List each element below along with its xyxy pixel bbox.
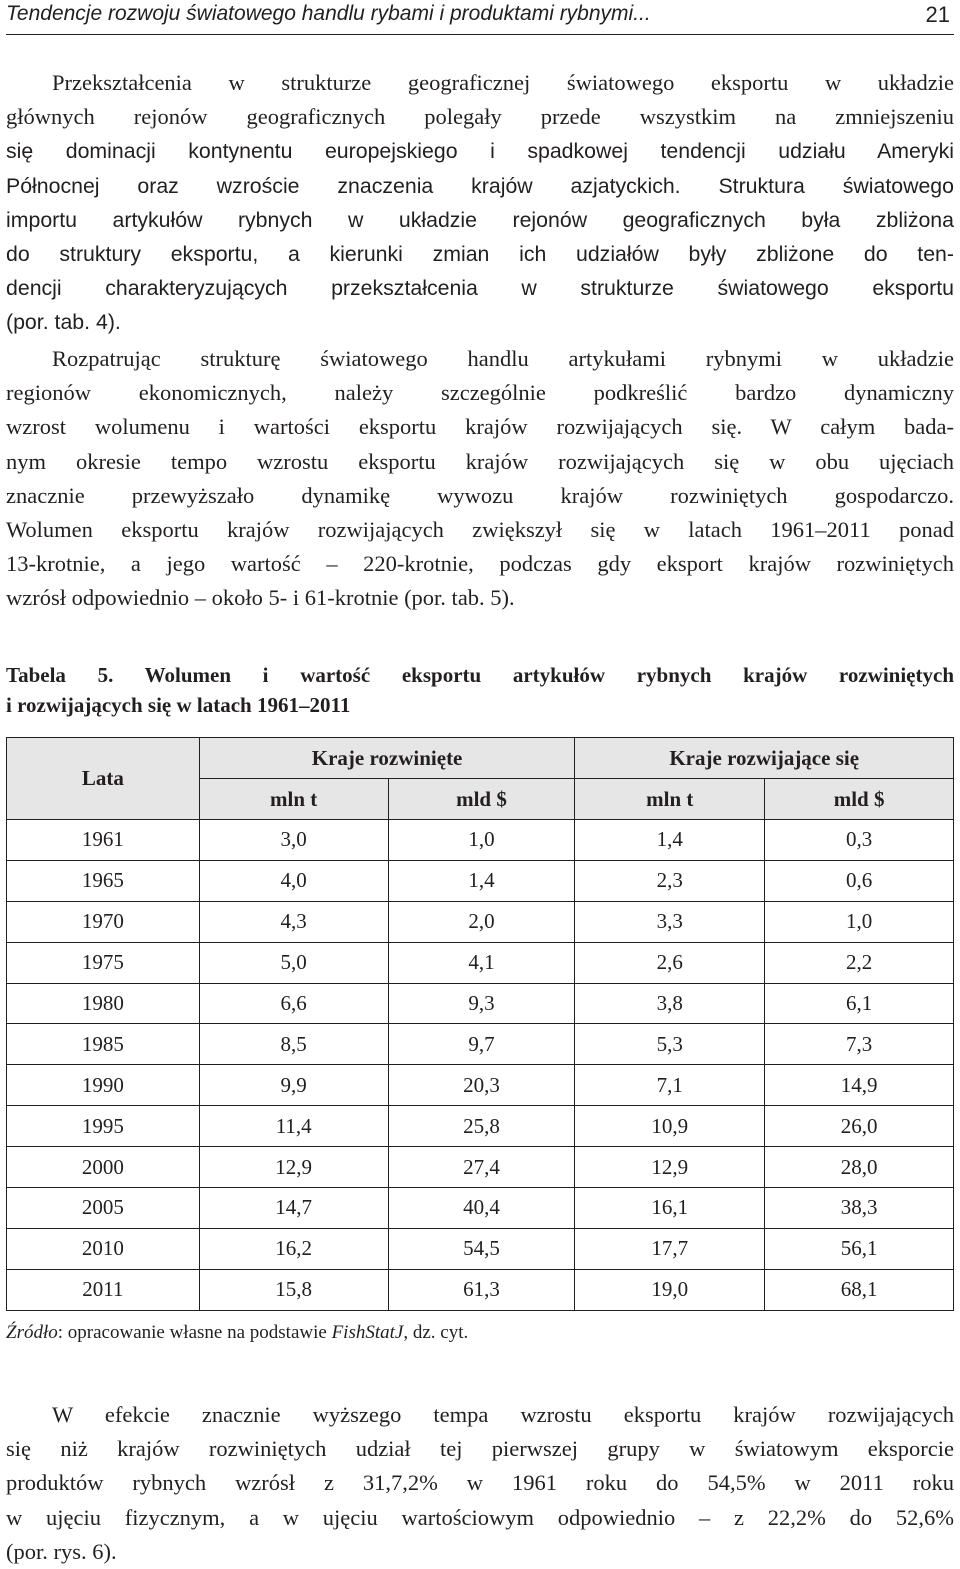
header-developing-volume: mln t: [575, 779, 765, 820]
header-developing: Kraje rozwijające się: [575, 738, 954, 779]
cell-developing-value: 56,1: [765, 1228, 954, 1269]
cell-developing-value: 14,9: [765, 1065, 954, 1106]
table-caption: [6, 660, 954, 720]
table-source: [6, 1322, 468, 1344]
cell-year: 1990: [7, 1065, 200, 1106]
header-developed-value: mld $: [388, 779, 575, 820]
text-line: Północnej oraz wzroście znaczenia krajów azjatyckich. Struktura światowego: [6, 173, 954, 198]
cell-developed-value: 2,0: [388, 901, 575, 942]
text-line: produktów rybnych wzrósł z 31,7,2% w 1961 roku do 54,5% w 2011 roku: [6, 1470, 954, 1496]
cell-developing-volume: 2,3: [575, 860, 765, 901]
cell-year: 1961: [7, 820, 200, 861]
cell-developing-volume: 19,0: [575, 1269, 765, 1310]
cell-year: 1995: [7, 1106, 200, 1147]
cell-developing-volume: 16,1: [575, 1188, 765, 1229]
cell-year: 2010: [7, 1228, 200, 1269]
paragraph-2: [6, 342, 954, 616]
table-row: [7, 1024, 954, 1065]
header-developing-value: mld $: [765, 779, 954, 820]
cell-developed-value: 1,0: [388, 820, 575, 861]
cell-developing-volume: 3,8: [575, 983, 765, 1024]
paragraph-3: [6, 1398, 954, 1569]
caption-line: i rozwijających się w latach 1961–2011: [6, 693, 351, 717]
cell-developed-value: 54,5: [388, 1228, 575, 1269]
text-line: w ujęciu fizycznym, a w ujęciu wartościowym odpowiednio – z 22,2% do 52,6%: [6, 1504, 954, 1530]
cell-developed-value: 9,3: [388, 983, 575, 1024]
table-row: [7, 820, 954, 861]
cell-developing-volume: 17,7: [575, 1228, 765, 1269]
cell-developed-volume: 15,8: [199, 1269, 388, 1310]
cell-developed-volume: 16,2: [199, 1228, 388, 1269]
cell-developing-value: 28,0: [765, 1147, 954, 1188]
text-line: wzrósł odpowiednio – około 5- i 61-krotnie (por. tab. 5).: [6, 585, 515, 611]
cell-developed-volume: 8,5: [199, 1024, 388, 1065]
cell-developed-value: 1,4: [388, 860, 575, 901]
cell-developed-value: 61,3: [388, 1269, 575, 1310]
table-row: [7, 1188, 954, 1229]
table-row: [7, 942, 954, 983]
paragraph-1: [6, 66, 954, 340]
cell-developed-value: 40,4: [388, 1188, 575, 1229]
text-line: 13-krotnie, a jego wartość – 220-krotnie, podczas gdy eksport krajów rozwiniętych: [6, 551, 954, 577]
cell-year: 2005: [7, 1188, 200, 1229]
cell-developed-value: 25,8: [388, 1106, 575, 1147]
table-row: [7, 860, 954, 901]
header-developed: Kraje rozwinięte: [199, 738, 575, 779]
table-row: [7, 1147, 954, 1188]
cell-developing-value: 6,1: [765, 983, 954, 1024]
text-line: głównych rejonów geograficznych polegały przede wszystkim na zmniejszeniu: [6, 104, 954, 130]
source-database: FishStatJ: [331, 1322, 404, 1343]
cell-developing-value: 2,2: [765, 942, 954, 983]
cell-developing-volume: 1,4: [575, 820, 765, 861]
cell-year: 1970: [7, 901, 200, 942]
cell-year: 1985: [7, 1024, 200, 1065]
cell-developing-volume: 2,6: [575, 942, 765, 983]
text-line: się dominacji kontynentu europejskiego i spadkowej tendencji udziału Ameryki: [6, 139, 954, 164]
cell-developed-volume: 4,3: [199, 901, 388, 942]
cell-developing-volume: 10,9: [575, 1106, 765, 1147]
table-body: [7, 820, 954, 1311]
cell-developing-volume: 12,9: [575, 1147, 765, 1188]
text-line: do struktury eksportu, a kierunki zmian ich udziałów były zbliżone do ten-: [6, 242, 954, 267]
cell-developed-volume: 3,0: [199, 820, 388, 861]
cell-developed-volume: 5,0: [199, 942, 388, 983]
source-text: : opracowanie własne na podstawie: [57, 1322, 332, 1343]
cell-developing-value: 38,3: [765, 1188, 954, 1229]
running-title: Tendencje rozwoju światowego handlu rybami i produktami rybnymi...: [6, 2, 651, 25]
cell-developed-value: 27,4: [388, 1147, 575, 1188]
caption-title: Wolumen i wartość eksportu artykułów rybnych krajów rozwiniętych: [144, 663, 954, 687]
text-line: regionów ekonomicznych, należy szczególnie podkreślić bardzo dynamiczny: [6, 380, 954, 406]
cell-developed-volume: 4,0: [199, 860, 388, 901]
table-row: [7, 1065, 954, 1106]
text-line: wzrost wolumenu i wartości eksportu krajów rozwijających się. W całym bada-: [6, 414, 954, 440]
source-label: Źródło: [6, 1322, 58, 1343]
running-header: [6, 0, 954, 35]
cell-developed-volume: 11,4: [199, 1106, 388, 1147]
cell-developing-value: 1,0: [765, 901, 954, 942]
header-developed-volume: mln t: [199, 779, 388, 820]
cell-developed-value: 20,3: [388, 1065, 575, 1106]
cell-year: 1965: [7, 860, 200, 901]
table-row: [7, 1269, 954, 1310]
cell-developed-volume: 9,9: [199, 1065, 388, 1106]
caption-label: Tabela 5.: [6, 663, 114, 687]
cell-developing-value: 26,0: [765, 1106, 954, 1147]
source-suffix: , dz. cyt.: [403, 1322, 469, 1343]
cell-developing-value: 0,6: [765, 860, 954, 901]
text-line: znacznie przewyższało dynamikę wywozu krajów rozwiniętych gospodarczo.: [6, 482, 954, 508]
cell-developed-value: 9,7: [388, 1024, 575, 1065]
text-line: Rozpatrując strukturę światowego handlu artykułami rybnymi w układzie: [52, 346, 954, 371]
table-row: [7, 1228, 954, 1269]
cell-developing-volume: 7,1: [575, 1065, 765, 1106]
caption-line: [6, 660, 954, 690]
cell-developing-value: 0,3: [765, 820, 954, 861]
cell-developed-volume: 14,7: [199, 1188, 388, 1229]
text-line: Wolumen eksportu krajów rozwijających zwiększył się w latach 1961–2011 ponad: [6, 517, 954, 543]
cell-developing-volume: 5,3: [575, 1024, 765, 1065]
text-line: się niż krajów rozwiniętych udział tej pierwszej grupy w światowym eksporcie: [6, 1436, 954, 1462]
text-line: W efekcie znacznie wyższego tempa wzrostu eksportu krajów rozwijających: [52, 1402, 954, 1427]
cell-developing-value: 7,3: [765, 1024, 954, 1065]
cell-developing-value: 68,1: [765, 1269, 954, 1310]
text-line: (por. rys. 6).: [6, 1538, 117, 1564]
header-year: Lata: [7, 738, 200, 820]
table-row: [7, 1106, 954, 1147]
cell-year: 2000: [7, 1147, 200, 1188]
text-line: (por. tab. 4).: [6, 310, 121, 335]
text-line: nym okresie tempo wzrostu eksportu krajów rozwijających się w obu ujęciach: [6, 448, 954, 474]
export-table: [6, 737, 954, 1311]
cell-developed-volume: 12,9: [199, 1147, 388, 1188]
cell-year: 1975: [7, 942, 200, 983]
cell-developing-volume: 3,3: [575, 901, 765, 942]
page-number: 21: [925, 2, 950, 27]
cell-developed-volume: 6,6: [199, 983, 388, 1024]
cell-year: 1980: [7, 983, 200, 1024]
text-line: dencji charakteryzujących przekształcenia w strukturze światowego eksportu: [6, 276, 954, 301]
text-line: Przekształcenia w strukturze geograficznej światowego eksportu w układzie: [52, 70, 954, 95]
table-row: [7, 901, 954, 942]
cell-year: 2011: [7, 1269, 200, 1310]
table-row: [7, 983, 954, 1024]
cell-developed-value: 4,1: [388, 942, 575, 983]
text-line: importu artykułów rybnych w układzie rejonów geograficznych była zbliżona: [6, 207, 954, 232]
